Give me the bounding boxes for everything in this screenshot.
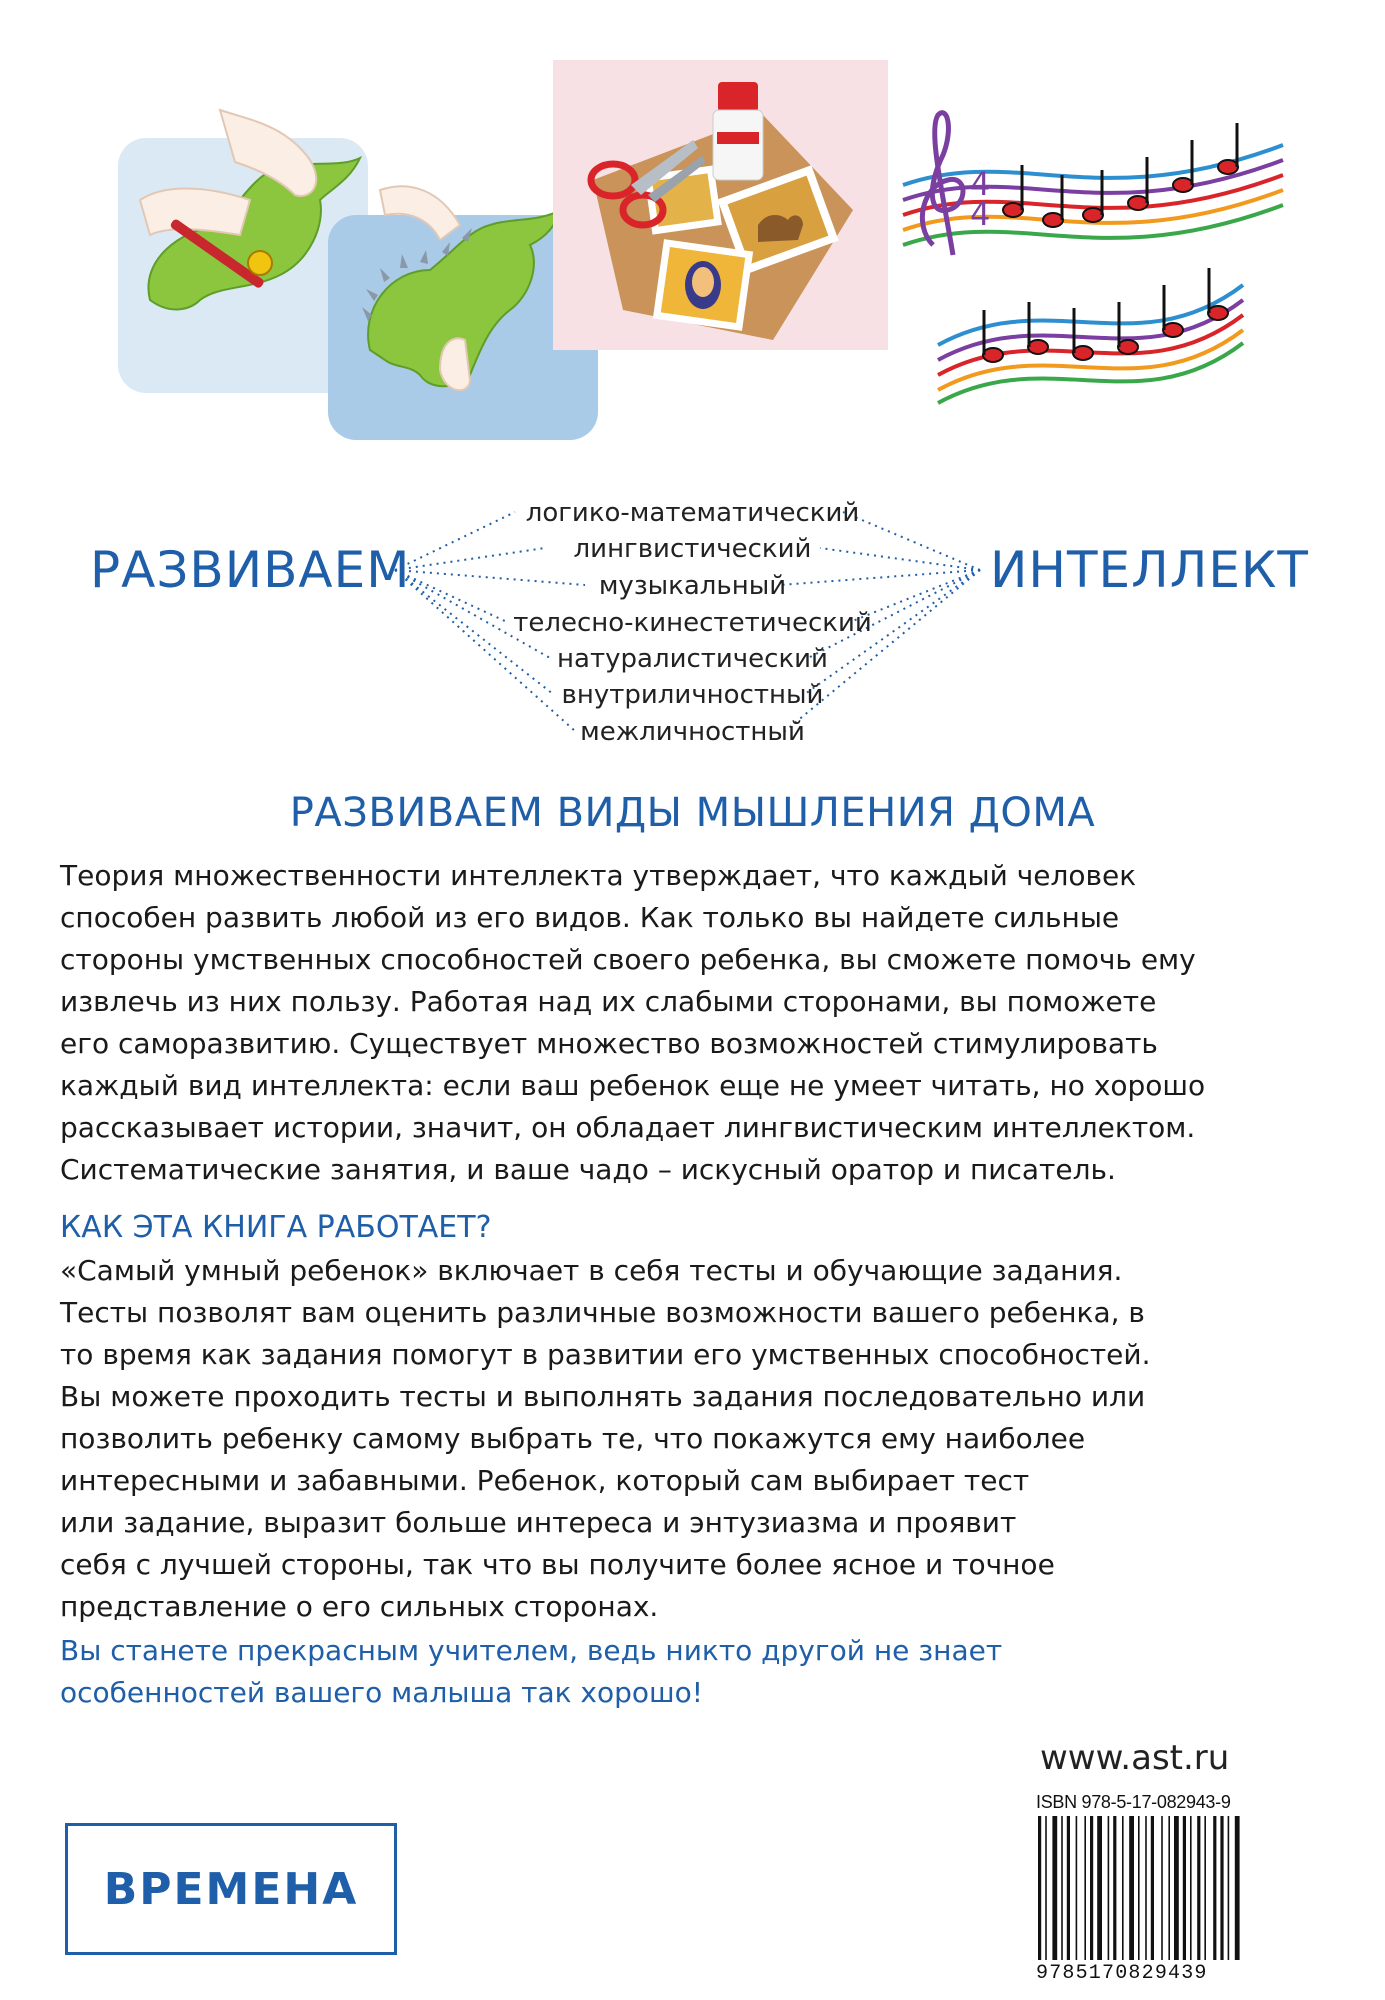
intro-line: Систематические занятия, и ваше чадо – искусный оратор и писатель.	[60, 1153, 1116, 1186]
barcode-bar	[1174, 1816, 1179, 1960]
intro-line: способен развить любой из его видов. Как только вы найдете сильные	[60, 901, 1120, 934]
how-line: Тесты позволят вам оценить различные возможности вашего ребенка, в	[60, 1296, 1145, 1329]
how-it-works-heading: КАК ЭТА КНИГА РАБОТАЕТ?	[60, 1210, 492, 1245]
diagram-left-word: РАЗВИВАЕМ	[90, 541, 411, 599]
how-line: себя с лучшей стороны, так что вы получите более ясное и точное	[60, 1548, 1055, 1581]
barcode-bar	[1204, 1816, 1206, 1960]
how-line: позволить ребенку самому выбрать те, что покажутся ему наиболее	[60, 1422, 1086, 1455]
intro-line: его саморазвитию. Существует множество возможностей стимулировать	[60, 1027, 1158, 1060]
intellect-type-bodily: телесно-кинестетический	[513, 608, 872, 638]
barcode-bar	[1038, 1816, 1041, 1960]
barcode-bar	[1151, 1816, 1154, 1960]
barcode-bar	[1235, 1816, 1240, 1960]
barcode-bar	[1129, 1816, 1134, 1960]
publisher-logo	[65, 1823, 397, 1955]
how-line: «Самый умный ребенок» включает в себя тесты и обучающие задания.	[60, 1254, 1123, 1287]
barcode-bar	[1161, 1816, 1163, 1960]
how-line: то время как задания помогут в развитии его умственных способностей.	[60, 1338, 1151, 1371]
barcode-bar	[1090, 1816, 1093, 1960]
barcode-bar	[1045, 1816, 1047, 1960]
intro-line: стороны умственных способностей своего ребенка, вы сможете помочь ему	[60, 943, 1196, 976]
barcode-bar	[1145, 1816, 1147, 1960]
how-line: представление о его сильных сторонах.	[60, 1590, 659, 1623]
how-line: или задание, выразит больше интереса и энтузиазма и проявит	[60, 1506, 1017, 1539]
how-it-works-paragraph	[60, 1250, 1330, 1628]
how-line: интересными и забавными. Ребенок, который сам выбирает тест	[60, 1464, 1030, 1497]
barcode-bar	[1097, 1816, 1102, 1960]
barcode-bar	[1220, 1816, 1223, 1960]
publisher-logo-text: ВРЕМЕНА	[103, 1863, 359, 1915]
barcode-bar	[1168, 1816, 1170, 1960]
barcode-digits: 9785170829439	[1036, 1962, 1208, 1985]
barcode-bar	[1190, 1816, 1192, 1960]
barcode-bar	[1183, 1816, 1186, 1960]
intro-line: рассказывает истории, значит, он обладает лингвистическим интеллектом.	[60, 1111, 1196, 1144]
barcode-bar	[1122, 1816, 1124, 1960]
barcode-bar	[1061, 1816, 1063, 1960]
intellect-type-intrapersonal: внутриличностный	[561, 680, 824, 710]
intro-line: Теория множественности интеллекта утверждает, что каждый человек	[60, 859, 1137, 892]
barcode-bar	[1084, 1816, 1086, 1960]
diagram-right-word: ИНТЕЛЛЕКТ	[990, 541, 1309, 599]
intellect-type-musical: музыкальный	[598, 571, 787, 601]
barcode-bar	[1113, 1816, 1116, 1960]
closing-paragraph	[60, 1630, 1330, 1714]
publisher-website: www.ast.ru	[1040, 1738, 1230, 1778]
intellect-type-linguistic: лингвистический	[573, 534, 812, 564]
barcode-bar	[1138, 1816, 1140, 1960]
intellect-type-interpersonal: межличностный	[580, 717, 805, 747]
intellect-type-logical: логико-математический	[525, 498, 860, 528]
isbn-text: ISBN 978-5-17-082943-9	[1036, 1792, 1231, 1812]
intellect-type-naturalist: натуралистический	[557, 644, 828, 674]
svg-text:4: 4	[970, 165, 991, 203]
barcode-bar	[1228, 1816, 1230, 1960]
intro-paragraph	[60, 855, 1330, 1191]
barcode-bar	[1213, 1816, 1216, 1960]
page-title: РАЗВИВАЕМ ВИДЫ МЫШЛЕНИЯ ДОМА	[289, 790, 1096, 836]
barcode-bar	[1052, 1816, 1057, 1960]
barcode-bar	[1076, 1816, 1078, 1960]
barcode-bar	[1197, 1816, 1200, 1960]
barcode-bar	[1108, 1816, 1110, 1960]
svg-text:4: 4	[970, 195, 991, 233]
intro-line: каждый вид интеллекта: если ваш ребенок еще не умеет читать, но хорошо	[60, 1069, 1206, 1102]
closing-line: Вы станете прекрасным учителем, ведь никто другой не знает	[60, 1634, 1003, 1667]
intro-line: извлечь из них пользу. Работая над их слабыми сторонами, вы поможете	[60, 985, 1157, 1018]
closing-line: особенностей вашего малыша так хорошо!	[60, 1676, 704, 1709]
how-line: Вы можете проходить тесты и выполнять задания последовательно или	[60, 1380, 1146, 1413]
barcode-bar	[1067, 1816, 1070, 1960]
